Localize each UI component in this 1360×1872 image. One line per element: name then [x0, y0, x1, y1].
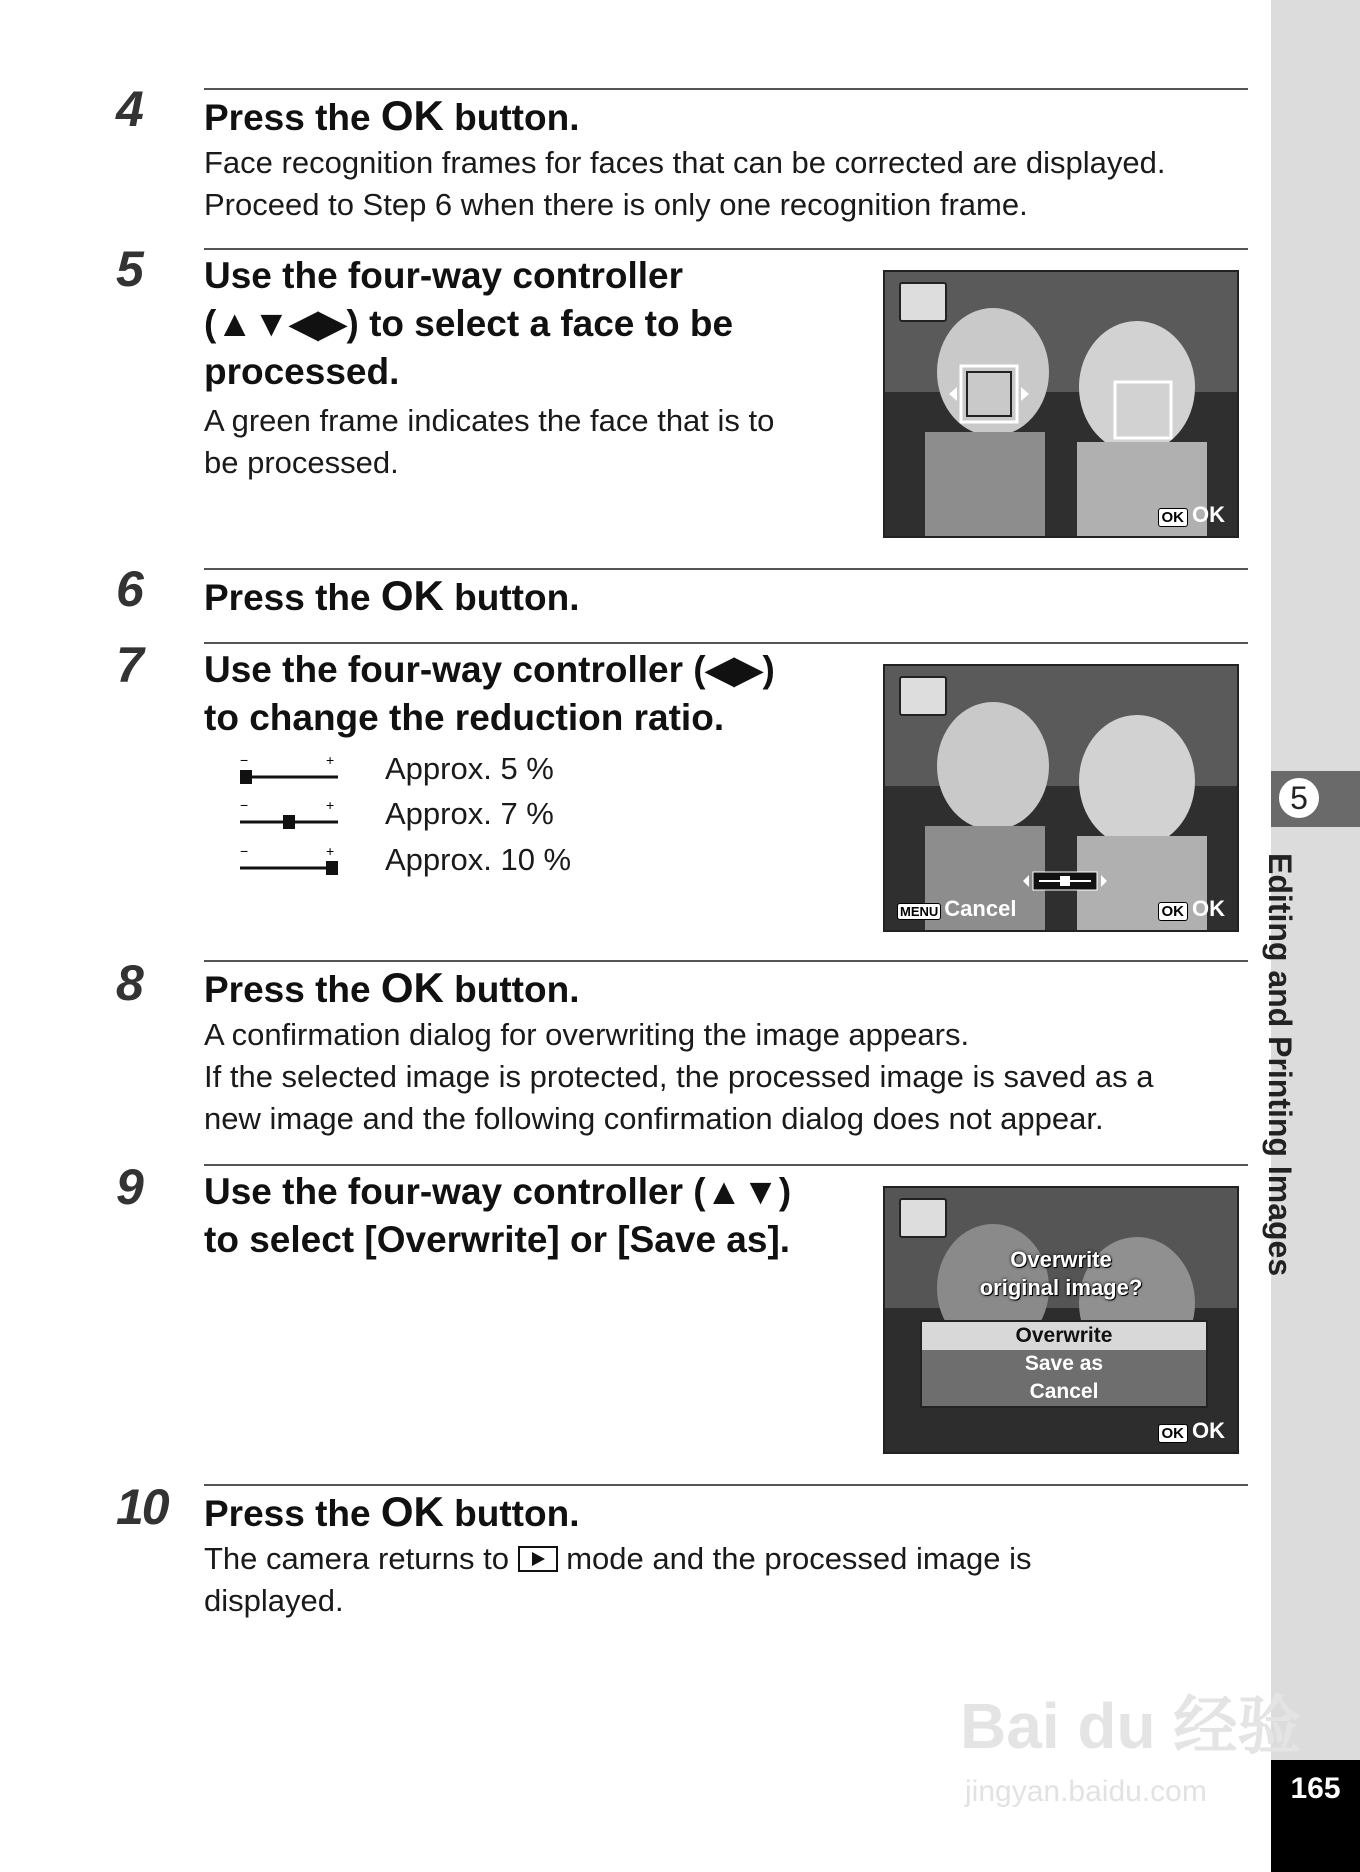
step-divider	[204, 248, 1248, 250]
page-number: 165	[1290, 1772, 1341, 1805]
ratio-slider-min-icon	[240, 757, 338, 787]
step-body: A confirmation dialog for overwriting the image appears. If the selected image is protected, the processed image is saved as a new image and the following confirmation dialog does not appear.	[204, 1017, 1154, 1136]
face-retouch-icon	[899, 282, 947, 322]
step-number: 4	[116, 81, 142, 137]
camera-screen-ratio	[883, 664, 1239, 932]
chapter-number: 5	[1277, 776, 1321, 820]
svg-text:+: +	[326, 802, 335, 813]
step-body: The camera returns to mode and the processed image is displayed.	[204, 1541, 1032, 1618]
dialog-option-overwrite[interactable]: Overwrite	[922, 1322, 1206, 1350]
face-retouch-icon	[899, 1198, 947, 1238]
svg-text:−: −	[240, 802, 249, 813]
step-divider	[204, 960, 1248, 962]
step-number: 10	[116, 1479, 168, 1535]
step-number: 7	[116, 637, 142, 693]
svg-text:−: −	[240, 848, 249, 859]
step-number: 8	[116, 955, 142, 1011]
ok-hint: OK OK	[1158, 1418, 1226, 1444]
baidu-watermark: Bai du 经验	[960, 1690, 1302, 1762]
svg-text:−: −	[240, 757, 249, 768]
step-body: A green frame indicates the face that is to be processed.	[204, 403, 775, 480]
ok-hint: OK OK	[1158, 896, 1226, 922]
ratio-slider-max-icon	[240, 848, 338, 878]
step-heading: Press the OK button.	[204, 1488, 580, 1535]
face-retouch-icon	[899, 676, 947, 716]
chapter-title: Editing and Printing Images	[1262, 853, 1298, 1277]
dialog-option-save-as[interactable]: Save as	[1024, 1352, 1104, 1375]
ratio-slider-mid-icon	[240, 802, 338, 832]
step-heading: Press the OK button.	[204, 964, 580, 1011]
step-number: 6	[116, 561, 142, 617]
dialog-option-cancel[interactable]: Cancel	[1029, 1380, 1099, 1403]
ok-hint: OK OK	[1158, 502, 1226, 528]
step-number: 9	[116, 1159, 142, 1215]
baidu-watermark-url: jingyan.baidu.com	[965, 1775, 1207, 1808]
menu-cancel-hint: MENU Cancel	[897, 896, 1016, 922]
step-divider	[204, 1164, 1248, 1166]
step-heading: Use the four-way controller (▲▼) to select [Overwrite] or [Save as].	[204, 1171, 792, 1260]
step-heading: Press the OK button.	[204, 92, 580, 139]
step-heading: Press the OK button.	[204, 572, 580, 619]
svg-text:+: +	[326, 848, 335, 859]
camera-screen-select-face	[883, 270, 1239, 538]
dialog-title: Overwrite original image?	[979, 1247, 1143, 1300]
step-divider	[204, 88, 1248, 90]
step-heading: Use the four-way controller (▲▼◀▶) to select a face to be processed.	[204, 255, 734, 392]
dialog-menu	[920, 1320, 1208, 1408]
playback-mode-icon	[518, 1546, 558, 1572]
camera-screen-overwrite-dialog	[883, 1186, 1239, 1454]
svg-text:+: +	[326, 757, 335, 768]
step-divider	[204, 642, 1248, 644]
step-heading: Use the four-way controller (◀▶) to change the reduction ratio.	[204, 649, 775, 738]
step-divider	[204, 568, 1248, 570]
step-body: Face recognition frames for faces that can be corrected are displayed. Proceed to Step 6 when there is only one recognition frame.	[204, 145, 1166, 222]
step-divider	[204, 1484, 1248, 1486]
step-number: 5	[116, 241, 142, 297]
